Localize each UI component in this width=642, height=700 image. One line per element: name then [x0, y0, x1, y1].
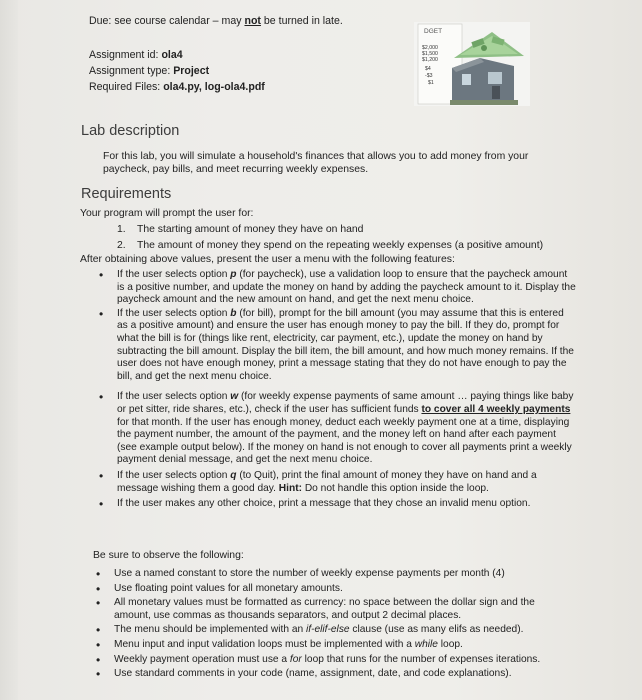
lab-text: For this lab, you will simulate a household's finances that allows you to add money from your paycheck, pay bills, and meet recurring weekly expenses. — [103, 151, 529, 175]
assignment-id: Assignment id: ola4 — [89, 49, 183, 61]
page-edge-shadow — [0, 0, 18, 700]
amount-3: $1,200 — [422, 57, 438, 63]
requirements-intro: Your program will prompt the user for: — [80, 208, 254, 219]
list-item: • Weekly payment operation must use a for loop that runs for the number of expenses iterations. — [96, 652, 541, 667]
requirements-heading: Requirements — [81, 186, 172, 202]
list-item: 2. The amount of money they spend on the repeating weekly expenses (a positive amount) — [117, 240, 544, 251]
bullet-icon: • — [96, 596, 101, 611]
bullet-icon: • — [99, 468, 104, 483]
list-item: • The menu should be implemented with an if-elif-else clause (use as many elifs as needed). — [96, 623, 524, 638]
bullet-icon: • — [99, 306, 104, 321]
prompt-list — [117, 223, 543, 252]
bullet-icon: • — [99, 390, 104, 405]
bullet-icon: • — [96, 581, 101, 596]
feature-list — [96, 269, 576, 511]
due-line — [89, 15, 343, 28]
amount-1: $2,000 — [422, 45, 438, 51]
bullet-icon: • — [96, 637, 101, 652]
assignment-type: Assignment type: Project — [89, 65, 210, 77]
menu-intro: After obtaining above values, present the user a menu with the following features: — [80, 254, 455, 265]
observe-intro: Be sure to observe the following: — [93, 550, 244, 561]
due-not: not — [244, 15, 261, 27]
due-prefix: Due: see course calendar – may — [89, 15, 245, 27]
budget-house-image — [414, 22, 530, 106]
bullet-icon: • — [96, 667, 101, 682]
sign-text: DGET — [424, 28, 443, 35]
list-item: • If the user selects option w (for weekly expense payments of same amount … paying things like baby or pet sitter, ride shares, etc.), check if the user has sufficient funds to cover all 4 weekly payments for that month. If the user has enough money, deduct each weekly payment one at a time, displaying the payment number, the amount of the payment, and the money left on hand after each payment (see example output below). If the money on hand is not enough to cover all payments print a weekly payment denial message, and get the next menu choice. — [99, 390, 574, 466]
list-item: • Use standard comments in your code (name, assignment, date, and code explanations). — [96, 667, 512, 682]
list-item: • If the user selects option q (to Quit), print the final amount of money they have on hand and a message wishing them a good day. Hint: Do not handle this option inside the loop. — [99, 468, 537, 494]
list-item: • All monetary values must be formatted as currency: no space between the dollar sign and the amount, use commas as thousands separators, and output 2 decimal places. — [96, 596, 535, 621]
lab-heading: Lab description — [81, 123, 180, 139]
list-item: 1. The starting amount of money they have on hand — [117, 224, 364, 235]
list-item: • Menu input and input validation loops must be implemented with a while loop. — [96, 637, 463, 652]
bullet-icon: • — [99, 268, 104, 282]
assignment-header — [89, 47, 265, 95]
bullet-icon: • — [96, 623, 101, 638]
list-item: • If the user makes any other choice, print a message that they chose an invalid menu option. — [99, 497, 531, 512]
amount-5: -$3 — [425, 73, 433, 79]
list-item: • Use a named constant to store the number of weekly expense payments per month (4) — [96, 567, 505, 581]
bullet-icon: • — [99, 497, 104, 512]
due-suffix: be turned in late. — [260, 15, 343, 27]
amount-6: $1 — [428, 80, 434, 86]
list-item: • If the user selects option b (for bill), prompt for the bill amount (you may assume that this is entered as a positive amount) and ensure the user has enough money to pay the bill. If they do, prompt for what the bill is for (things like rent, electricity, car payment, etc.), update the money on hand by subtracting the bill amount. Display the bill item, the bill amount, and how much money remains. If the user does not have enough money, print a message stating that they do not have enough to pay the bill, and get the next menu choice. — [99, 306, 574, 382]
observe-list — [93, 568, 571, 681]
list-item: • If the user selects option p (for paycheck), use a validation loop to ensure that the paycheck amount is a positive number, and update the money on hand by adding the paycheck amount to it. Display the paycheck amount and the new amount on hand, and get the next menu choice. — [99, 268, 576, 306]
amount-2: $1,500 — [422, 51, 438, 57]
bullet-icon: • — [96, 652, 101, 667]
bullet-icon: • — [96, 567, 101, 581]
amount-4: $4 — [425, 66, 431, 72]
required-files: Required Files: ola4.py, log-ola4.pdf — [89, 81, 265, 93]
list-item: • Use floating point values for all monetary amounts. — [96, 581, 343, 596]
